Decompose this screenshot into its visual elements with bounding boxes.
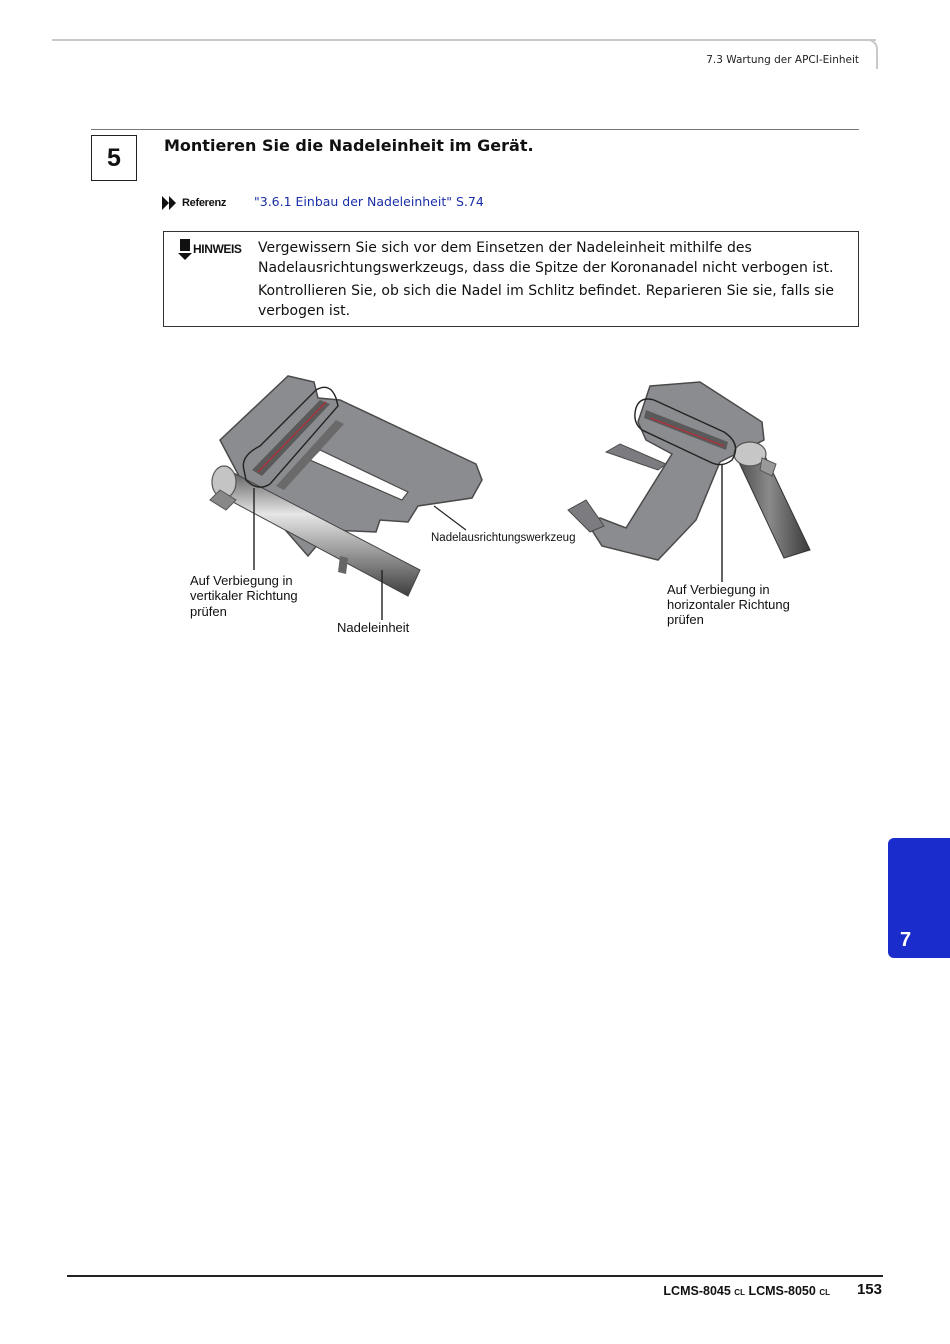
label-vertical-line: prüfen (190, 604, 227, 619)
label-unit: Nadeleinheit (337, 620, 410, 635)
model-b: LCMS-8050 (748, 1284, 816, 1298)
label-horizontal-line: prüfen (667, 612, 704, 627)
label-vertical (190, 573, 301, 619)
label-vertical-line: vertikaler Richtung (190, 588, 298, 603)
section-title: 7.3 Wartung der APCI-Einheit (706, 54, 859, 66)
label-tool: Nadelausrichtungswerkzeug (431, 532, 576, 544)
step-title: Montieren Sie die Nadeleinheit im Gerät. (164, 136, 534, 155)
note-icon (178, 239, 192, 261)
reference-link[interactable]: "3.6.1 Einbau der Nadeleinheit" S.74 (254, 194, 484, 209)
label-vertical-line: Auf Verbiegung in (190, 573, 293, 588)
page-number: 153 (856, 1281, 882, 1298)
chapter-tab (888, 838, 950, 958)
footer-model (663, 1284, 830, 1298)
reference-label: Referenz (182, 197, 227, 209)
note-text (258, 239, 848, 325)
note-label: HINWEIS (193, 242, 242, 256)
header-rule (52, 39, 876, 41)
label-horizontal (667, 582, 793, 627)
needle-alignment-figure (180, 360, 820, 650)
model-b-suffix: CL (819, 1288, 830, 1297)
note-paragraph: Kontrollieren Sie, ob sich die Nadel im Schlitz befindet. Reparieren Sie sie, falls sie verbogen ist. (258, 283, 834, 319)
right-tool-illustration (568, 382, 810, 582)
label-horizontal-line: horizontaler Richtung (667, 597, 790, 612)
step-number: 5 (91, 135, 137, 181)
header-corner (860, 39, 878, 69)
chapter-number: 7 (900, 929, 912, 951)
note-box (163, 231, 859, 327)
model-a-suffix: CL (734, 1288, 745, 1297)
label-horizontal-line: Auf Verbiegung in (667, 582, 770, 597)
step-rule (91, 129, 859, 130)
footer-rule (67, 1275, 883, 1277)
note-paragraph: Vergewissern Sie sich vor dem Einsetzen der Nadeleinheit mithilfe des Nadelausrichtungswerkzeugs, dass die Spitze der Koronanadel nicht verbogen ist. (258, 240, 834, 276)
model-a: LCMS-8045 (663, 1284, 731, 1298)
reference-arrow-icon (162, 196, 178, 210)
